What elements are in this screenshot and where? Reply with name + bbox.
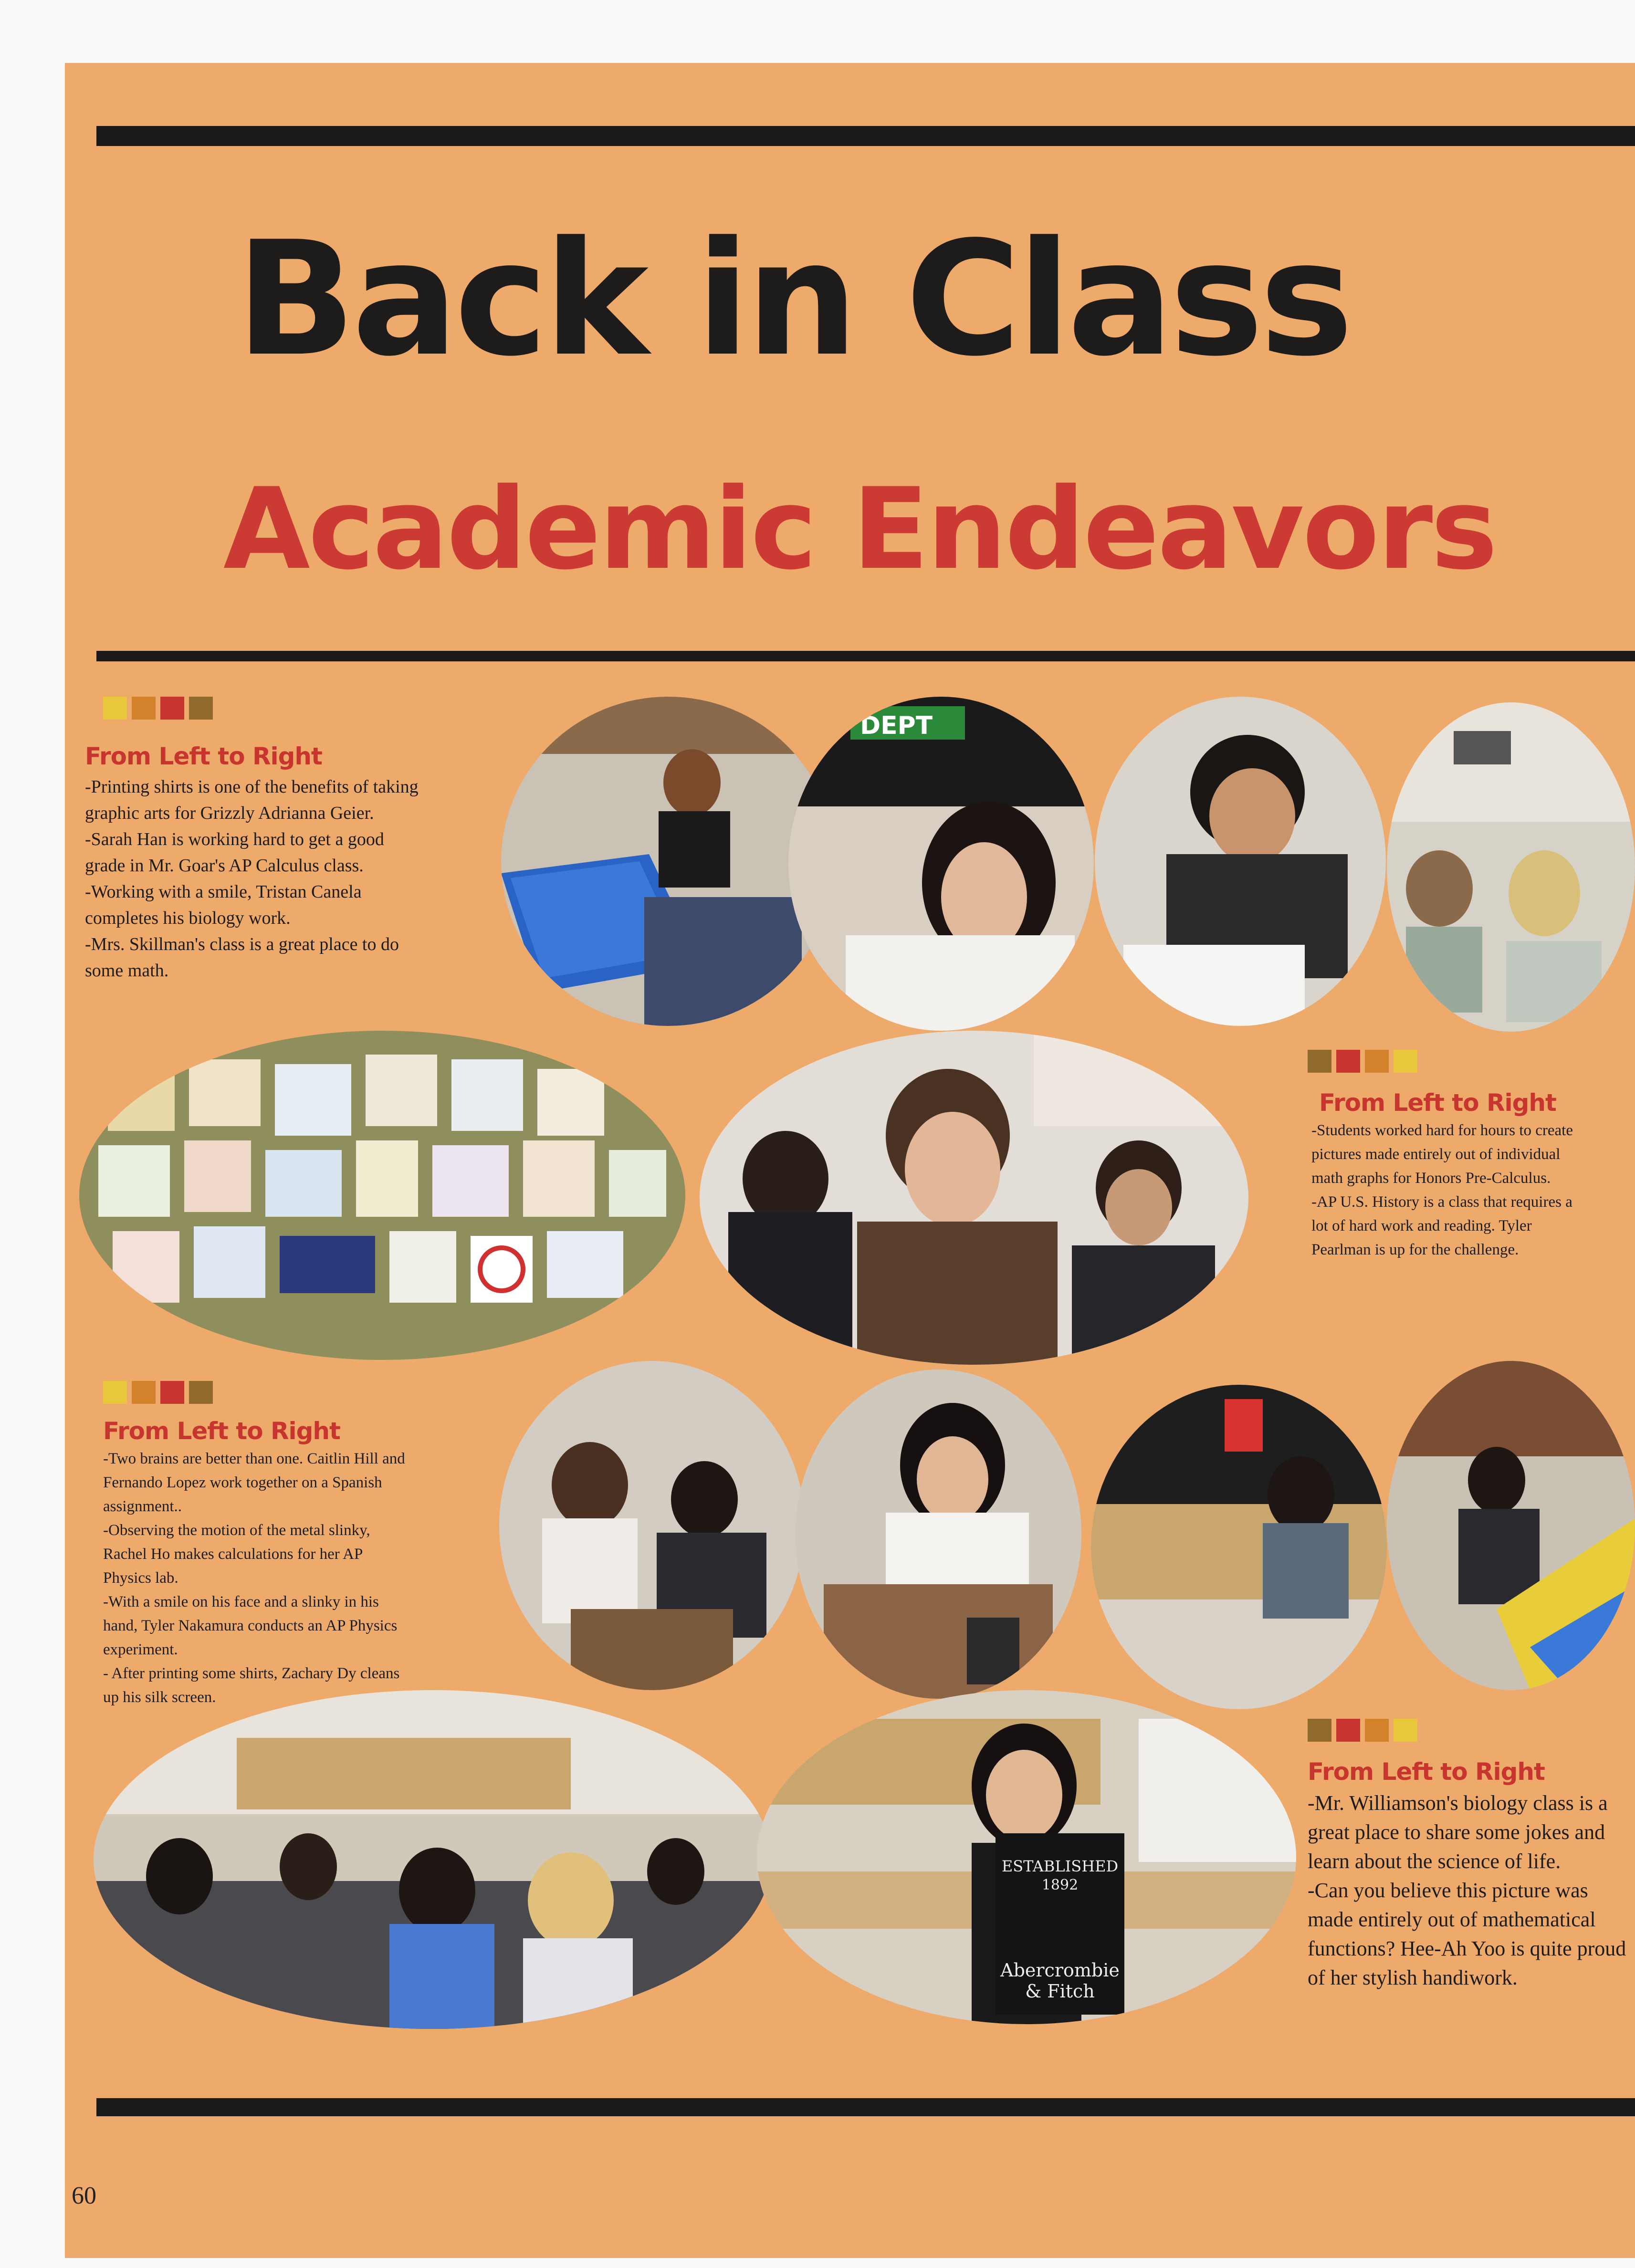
page-number: 60 [72,2182,96,2209]
color-swatches [1308,1050,1417,1073]
photo-rachel-ho [795,1369,1081,1699]
color-swatches [1308,1719,1417,1742]
caption-heading: From Left to Right [1308,1758,1545,1786]
poster-text-brand-2: & Fitch [1025,1981,1095,2002]
photo-hee-ah-yoo [757,1690,1296,2024]
caption-text: -Mr. Williamson's biology class is a great place to share some jokes and learn about the science of life. -Can you believe this picture was made entirely out of mathematical functions? Hee-Ah Yoo is quite proud of her stylish handiwork. [1308,1791,1626,1989]
photo-zachary-dy [1387,1361,1635,1690]
shirt-text: DEPT [860,711,933,740]
color-swatches [103,697,213,720]
caption-heading: From Left to Right [103,1417,340,1445]
color-swatches [103,1381,213,1404]
caption-text: -Printing shirts is one of the benefits of taking graphic arts for Grizzly Adrianna Geier. -Sarah Han is working hard to get a good grade in Mr. Goar's AP Calculus class. -Working with a smile, Tristan Canela completes his biology work. -Mrs. Skillman's class is a great place to do some math. [85,777,419,981]
photo-caitlin-fernando [499,1361,805,1690]
photo-tyler-pearlman [700,1031,1248,1365]
caption-text: -Students worked hard for hours to create pictures made entirely out of individual math graphs for Honors Pre-Calculus. -AP U.S. History is a class that requires a lot of hard work and reading. Tyler Pearlman is up for the challenge. [1311,1122,1573,1258]
photo-tristan-canela [1095,697,1386,1026]
poster-text-brand: Abercrombie [1000,1960,1120,1981]
caption-text: -Two brains are better than one. Caitlin Hill and Fernando Lopez work together on a Spanish assignment.. -Observing the motion of the metal slinky, Rachel Ho makes calculations for her AP Physics lab. -With a smile on his face and a slinky in his hand, Tyler Nakamura conducts an AP Physics experiment. - After printing some shirts, Zachary Dy cleans [103,1450,405,1682]
photo-math-graph-art [79,1031,685,1360]
page-subtitle: Academic Endeavors [223,464,1496,595]
header-bottom-rule [96,651,1635,661]
bottom-rule [96,2098,1635,2116]
photo-screen-printing [501,697,835,1026]
caption-heading: From Left to Right [85,742,322,770]
top-rule [96,126,1635,146]
photo-tyler-nakamura [1091,1385,1387,1709]
poster-text-established: ESTABLISHED [1001,1857,1119,1875]
photo-skillman-class [1387,702,1635,1032]
caption-heading: From Left to Right [1319,1089,1556,1117]
page-title: Back in Class [236,208,1350,391]
photo-williamson-biology-class [94,1690,771,2029]
yearbook-page [65,63,1635,2258]
photo-sarah-han [788,697,1094,1031]
poster-text-year: 1892 [1041,1877,1079,1893]
